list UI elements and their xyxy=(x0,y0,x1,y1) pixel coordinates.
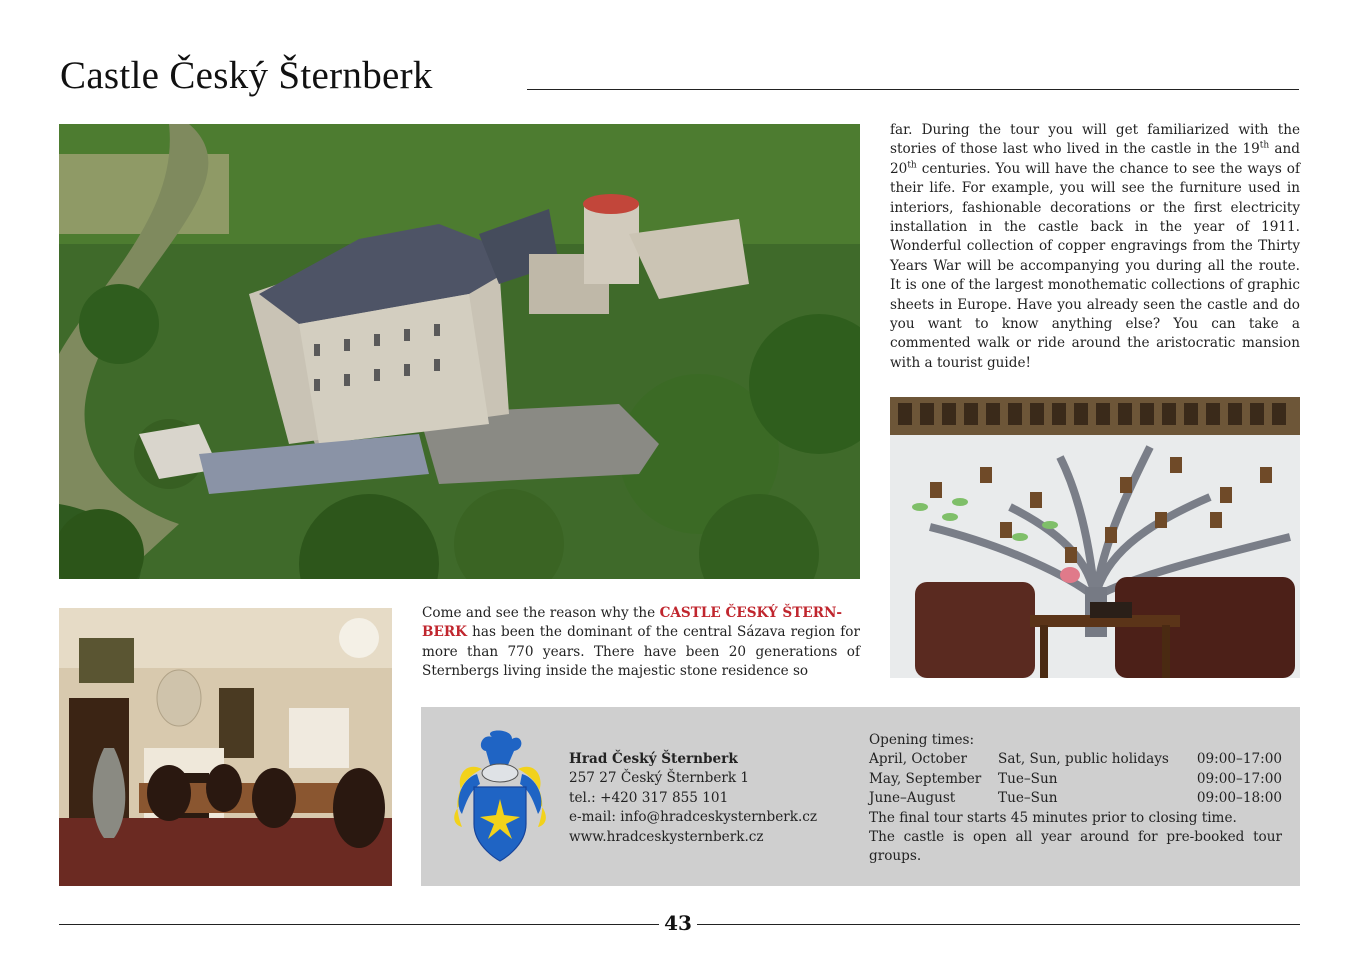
castle-aerial-photo xyxy=(59,124,860,579)
article-column-right xyxy=(890,121,1300,373)
title-rule xyxy=(527,89,1299,90)
opening-time: 09:00–17:00 xyxy=(1196,751,1282,768)
contact-website[interactable]: www.hradceskysternberk.cz xyxy=(569,828,764,845)
family-tree-room-photo xyxy=(890,397,1300,678)
contact-email[interactable]: e-mail: info@hradceskysternberk.cz xyxy=(569,809,818,826)
opening-row xyxy=(869,789,1282,808)
opening-time: 09:00–18:00 xyxy=(1196,790,1282,807)
article-text-c: centuries. You will have the chance to see the ways of their life. For example, you will see the furniture used in interiors, fashionable decorations or the first electricity installation in the castle back in the year of 1911. Wonderful collection of copper engravings from the Thirty Years War will be accompanying you during all the route. It is one of the largest monothematic collections of graphic sheets in Europe. Have you already seen the castle and do you want to know anything else? You can take a commented walk or ride around the aristocratic mansion with a tourist guide! xyxy=(890,160,1300,371)
opening-days: Sat, Sun, public holidays xyxy=(998,751,1169,768)
page-title: Castle Český Šternberk xyxy=(60,54,433,97)
article-text-b: and 20 xyxy=(890,141,1300,177)
opening-months: May, September xyxy=(869,770,982,787)
opening-row xyxy=(869,750,1282,769)
contact-name: Hrad Český Šternberk xyxy=(569,751,738,767)
superscript-th: th xyxy=(1259,140,1270,151)
knights-hall-photo xyxy=(59,608,392,886)
intro-highlight: CASTLE ČESKÝ ŠTERN- xyxy=(659,605,843,621)
article-text-a: far. During the tour you will get familiarized with the stories of those last who lived in the castle in the 19 xyxy=(890,122,1300,158)
page-number: 43 xyxy=(664,911,692,935)
opening-days: Tue–Sun xyxy=(998,790,1058,807)
opening-heading: Opening times: xyxy=(869,732,975,748)
intro-highlight: BERK xyxy=(422,624,467,641)
footer-rule-left xyxy=(59,924,659,925)
opening-months: June–August xyxy=(869,790,956,807)
contact-address: 257 27 Český Šternberk 1 xyxy=(569,770,750,787)
opening-months: April, October xyxy=(869,751,968,768)
contact-phone: tel.: +420 317 855 101 xyxy=(569,789,729,806)
coat-of-arms-logo xyxy=(442,729,556,865)
article-intro xyxy=(422,604,860,682)
opening-time: 09:00–17:00 xyxy=(1196,770,1282,787)
contact-info xyxy=(569,750,817,847)
intro-lead: Come and see the reason why the xyxy=(422,605,660,621)
opening-times xyxy=(869,731,1282,867)
footer-rule-right xyxy=(697,924,1300,925)
opening-note-final-tour: The final tour starts 45 minutes prior to closing time. xyxy=(869,809,1237,826)
opening-row xyxy=(869,770,1282,789)
intro-rest: has been the dominant of the central Sázava region for more than 770 years. There have been 20 generations of Sternbergs living inside the majestic stone residence so xyxy=(422,624,860,680)
opening-note-groups: The castle is open all year around for pre-booked tour groups. xyxy=(869,829,1282,865)
superscript-th: th xyxy=(907,160,917,171)
opening-days: Tue–Sun xyxy=(998,770,1058,787)
